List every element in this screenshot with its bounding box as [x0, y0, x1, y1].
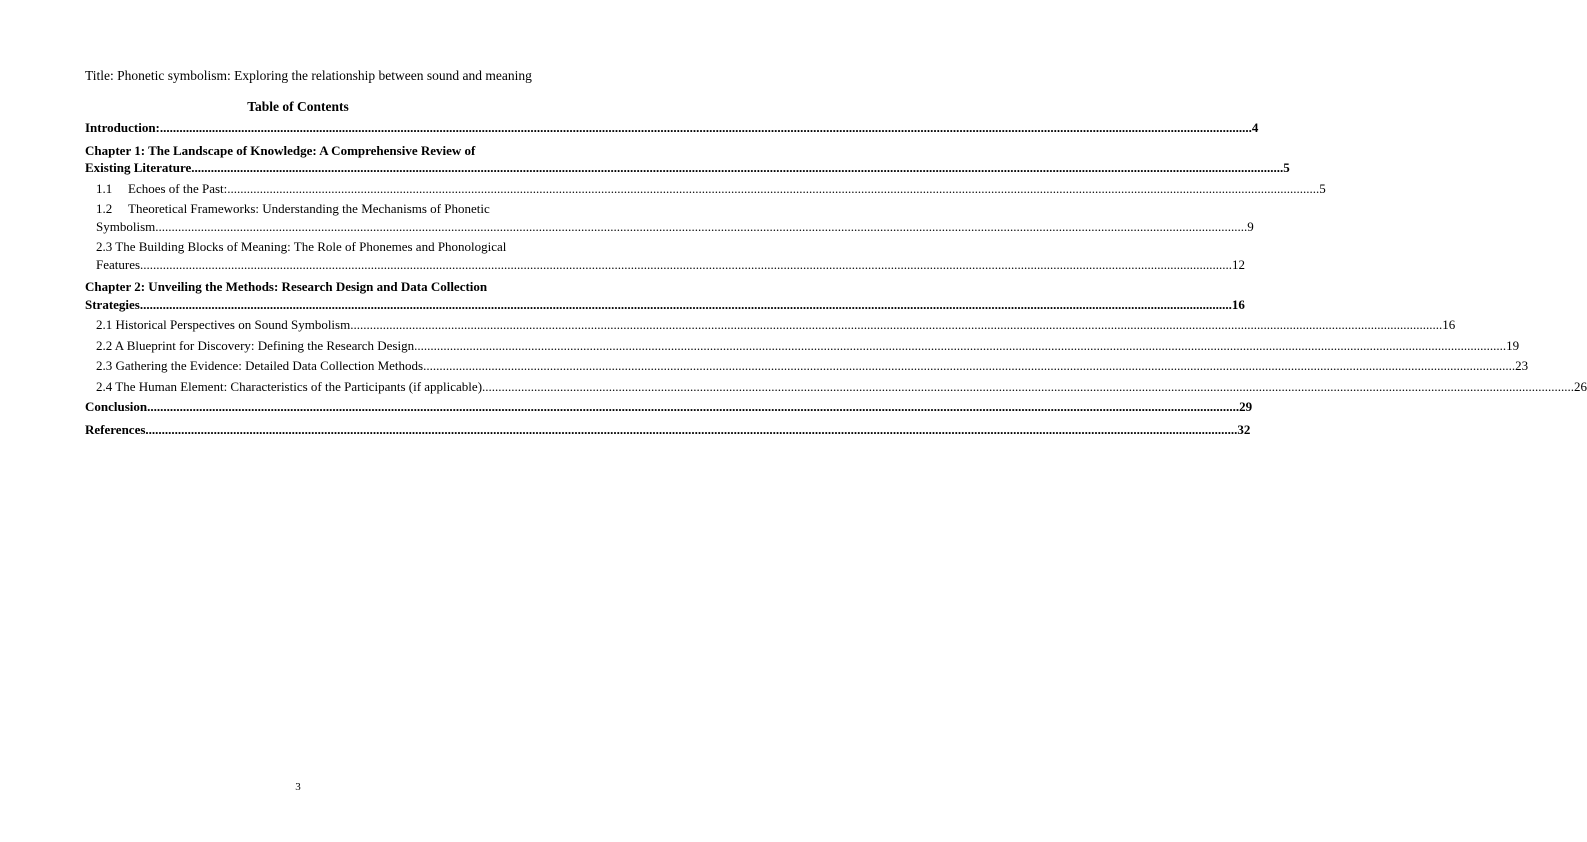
toc-page-number: 16 — [1442, 317, 1456, 332]
toc-leader-dots — [191, 159, 1283, 177]
toc-page-number: 4 — [1251, 120, 1259, 135]
toc-entry-2-3[interactable] — [85, 357, 1529, 375]
toc-leader-dots — [414, 337, 1506, 355]
toc-entry-building-blocks[interactable] — [85, 238, 1246, 273]
toc-leader-dots — [160, 119, 1252, 137]
toc-page-number: 23 — [1515, 358, 1529, 373]
toc-entry-2-4[interactable] — [85, 378, 1587, 396]
toc-entry-text: References — [85, 421, 146, 437]
toc-entry-text: 2.4 The Human Element: Characteristics of the Participants (if applicable) — [96, 378, 483, 394]
toc-leader-dots — [423, 357, 1515, 375]
toc-leader-dots — [140, 256, 1232, 274]
toc-entry-2-1[interactable] — [85, 316, 1456, 334]
toc-entry-text: Introduction: — [85, 120, 160, 135]
toc-entry-text-line1: 2.3 The Building Blocks of Meaning: The Role of Phonemes and Phonological — [96, 239, 507, 254]
toc-leader-dots — [155, 218, 1247, 236]
toc-page-number: 5 — [1283, 160, 1290, 175]
toc-section-number: 1.2 — [96, 201, 113, 216]
toc-heading: Table of Contents — [247, 99, 349, 114]
toc-entry-introduction[interactable] — [85, 119, 1259, 137]
toc-entry-1-1[interactable] — [85, 180, 1326, 198]
toc-page-number: 29 — [1239, 399, 1253, 414]
toc-entry-text: Symbolism — [96, 218, 156, 234]
toc-page-number: 32 — [1237, 421, 1251, 437]
toc-page-number: 12 — [1232, 256, 1246, 272]
toc-entry-text: Echoes of the Past: — [128, 180, 228, 196]
document-title: Title: Phonetic symbolism: Exploring the relationship between sound and meaning — [85, 68, 532, 83]
toc-entry-text: Existing Literature — [85, 160, 192, 175]
toc-entry-text: 2.2 A Blueprint for Discovery: Defining the Research Design — [96, 337, 415, 353]
table-of-contents — [85, 116, 1587, 438]
toc-entry-chapter-2[interactable] — [85, 278, 1245, 313]
toc-leader-dots — [147, 398, 1239, 416]
toc-page-number: 26 — [1574, 378, 1587, 394]
toc-section-number: 1.1 — [96, 180, 113, 196]
toc-page-number: 9 — [1247, 218, 1254, 234]
toc-leader-dots — [350, 316, 1442, 334]
toc-entry-text-line1: Chapter 2: Unveiling the Methods: Research Design and Data Collection — [85, 279, 488, 294]
toc-leader-dots — [140, 296, 1232, 314]
toc-page-number: 5 — [1319, 180, 1326, 196]
toc-entry-text: Conclusion — [85, 399, 148, 414]
toc-entry-text: 2.1 Historical Perspectives on Sound Symbolism — [96, 317, 351, 332]
toc-page-number: 16 — [1231, 296, 1245, 312]
toc-leader-dots — [145, 421, 1237, 439]
toc-entry-text: Features — [96, 256, 141, 272]
page-number: 3 — [295, 781, 301, 793]
toc-leader-dots — [227, 180, 1319, 198]
toc-entry-text-line1: Theoretical Frameworks: Understanding the Mechanisms of Phonetic — [128, 201, 490, 216]
toc-page-number: 19 — [1506, 337, 1520, 353]
toc-entry-text-line1: Chapter 1: The Landscape of Knowledge: A Comprehensive Review of — [85, 142, 476, 158]
toc-entry-references[interactable] — [85, 421, 1251, 439]
toc-entry-text: 2.3 Gathering the Evidence: Detailed Data Collection Methods — [96, 358, 424, 373]
toc-entry-conclusion[interactable] — [85, 398, 1253, 416]
toc-entry-2-2[interactable] — [85, 337, 1520, 355]
toc-entry-chapter-1[interactable] — [85, 142, 1290, 177]
toc-leader-dots — [482, 378, 1574, 396]
toc-entry-text: Strategies — [85, 296, 140, 312]
toc-entry-1-2[interactable] — [85, 200, 1254, 235]
